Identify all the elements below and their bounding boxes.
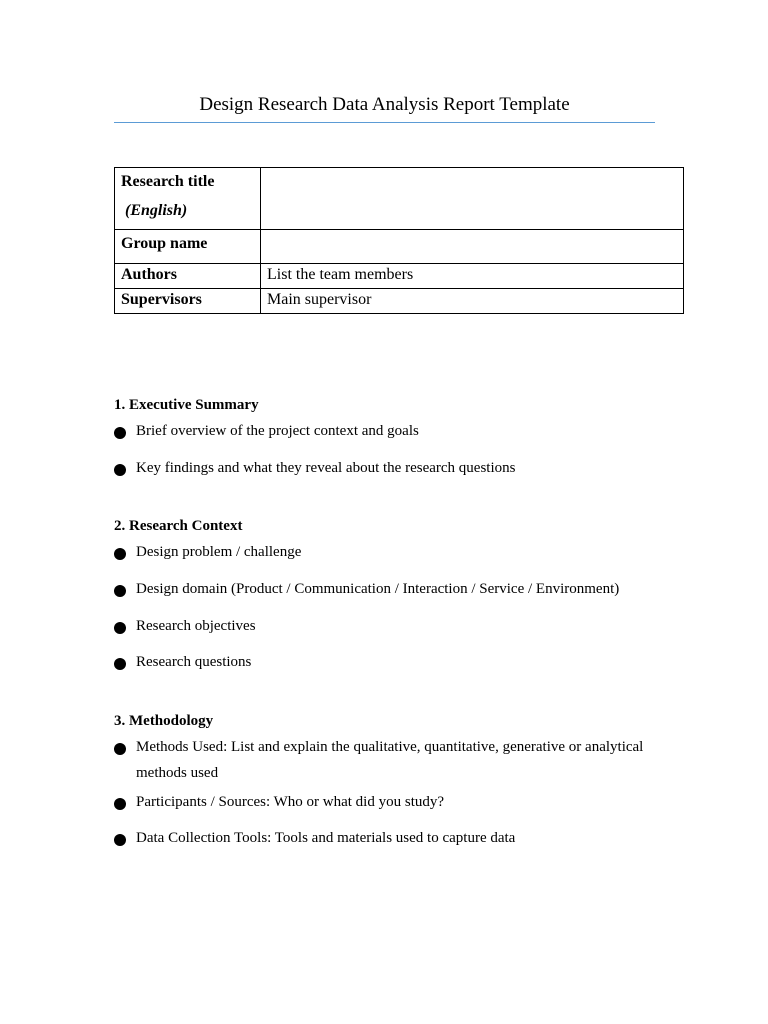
list-item: [114, 734, 674, 786]
authors-value[interactable]: List the team members: [261, 264, 684, 289]
bullet-list: [114, 734, 674, 851]
list-item-text: Research objectives: [136, 618, 256, 634]
bullet-icon: [114, 743, 126, 755]
research-title-label-cell: [115, 168, 261, 230]
bullet-icon: [114, 427, 126, 439]
bullet-list: [114, 539, 674, 675]
list-item-text: Design problem / challenge: [136, 544, 302, 560]
list-item-text: Methods Used: List and explain the qualitative, quantitative, generative or analytical methods used: [136, 739, 644, 781]
section-methodology: [114, 711, 674, 851]
title-underline: [114, 122, 655, 123]
list-item-text: Participants / Sources: Who or what did you study?: [136, 794, 445, 810]
table-row-research-title: [115, 168, 684, 230]
list-item: [114, 613, 674, 639]
bullet-icon: [114, 658, 126, 670]
bullet-icon: [114, 585, 126, 597]
group-name-value[interactable]: [261, 230, 684, 264]
section-heading: 2. Research Context: [114, 518, 243, 534]
table-row-supervisors: [115, 289, 684, 314]
bullet-icon: [114, 834, 126, 846]
list-item: [114, 649, 674, 675]
bullet-icon: [114, 798, 126, 810]
section-heading: 1. Executive Summary: [114, 397, 259, 413]
list-item: [114, 789, 674, 815]
group-name-label: Group name: [121, 235, 208, 252]
supervisors-value[interactable]: Main supervisor: [261, 289, 684, 314]
supervisors-label: Supervisors: [115, 289, 261, 314]
research-title-language: (English): [125, 202, 188, 219]
project-info-table: [114, 167, 684, 314]
list-item-text: Data Collection Tools: Tools and materials used to capture data: [136, 830, 516, 846]
authors-label: Authors: [115, 264, 261, 289]
table-row-group-name: [115, 230, 684, 264]
list-item: [114, 539, 674, 565]
section-research-context: [114, 516, 674, 675]
section-executive-summary: [114, 395, 674, 481]
bullet-icon: [114, 464, 126, 476]
section-heading: 3. Methodology: [114, 713, 214, 729]
bullet-list: [114, 418, 674, 481]
list-item: [114, 825, 674, 851]
list-item-text: Key findings and what they reveal about the research questions: [136, 460, 516, 476]
bullet-icon: [114, 622, 126, 634]
list-item: [114, 418, 674, 444]
group-name-label-cell: [115, 230, 261, 264]
list-item-text: Design domain (Product / Communication / Interaction / Service / Environment): [136, 581, 620, 597]
research-title-label: Research title: [121, 173, 215, 190]
list-item: [114, 455, 674, 481]
list-item-text: Research questions: [136, 654, 252, 670]
bullet-icon: [114, 548, 126, 560]
table-row-authors: [115, 264, 684, 289]
research-title-value[interactable]: [261, 168, 684, 230]
list-item: [114, 576, 674, 602]
document-title: Design Research Data Analysis Report Template: [199, 94, 570, 115]
list-item-text: Brief overview of the project context and goals: [136, 423, 419, 439]
